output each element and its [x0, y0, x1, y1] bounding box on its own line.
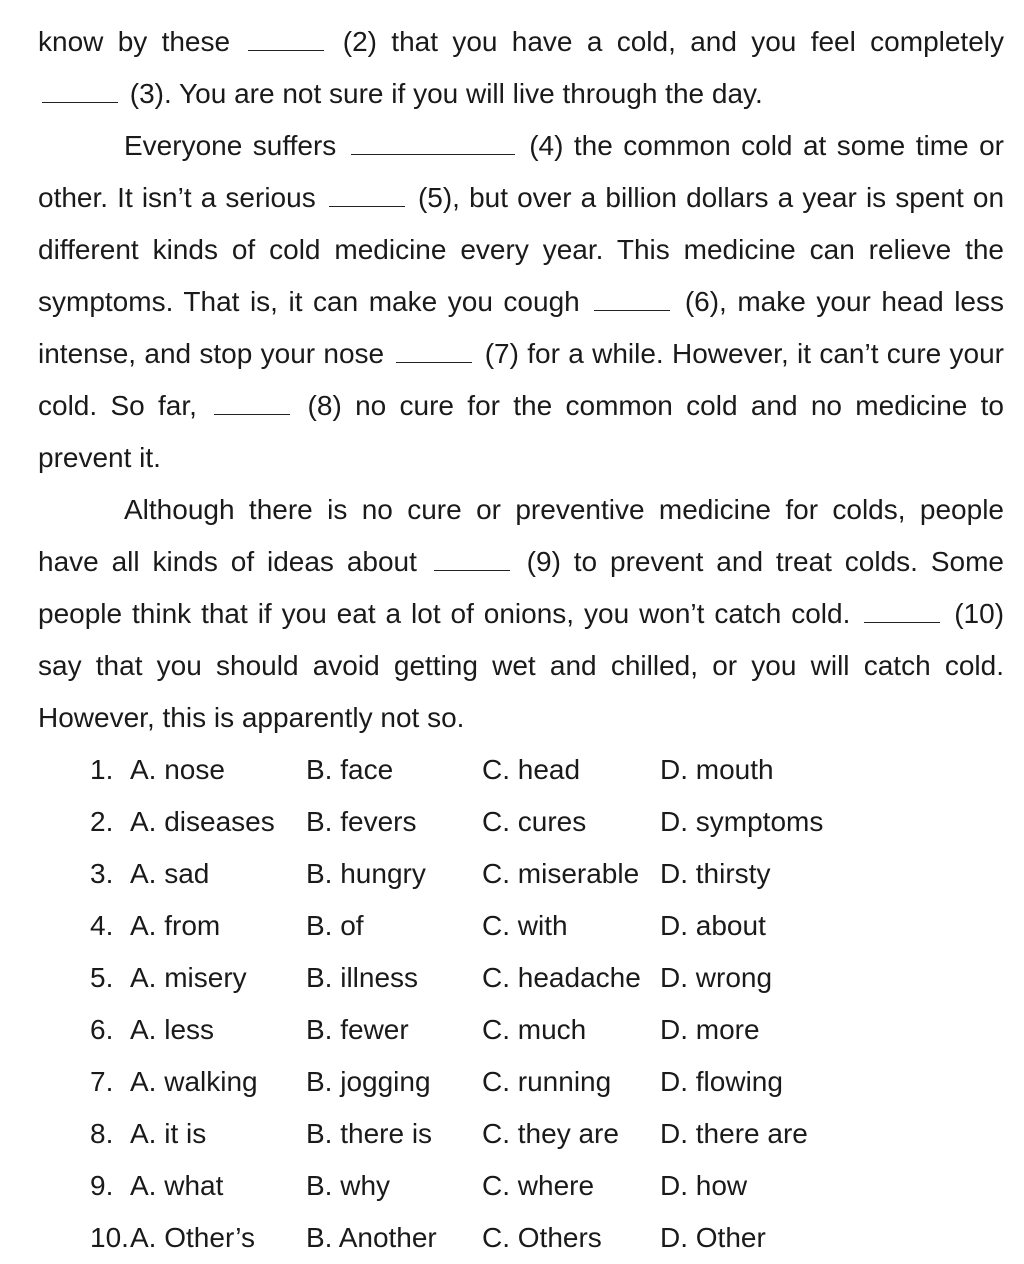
- option-b: B. fevers: [306, 806, 417, 837]
- question-number: 1.: [90, 754, 114, 785]
- passage-text: (8) no cure for the common cold and no medicine to prevent it.: [38, 390, 1005, 473]
- option-b: B. face: [306, 754, 394, 785]
- option-a: A. diseases: [130, 806, 275, 837]
- option-row: [90, 1108, 1004, 1160]
- option-row: [90, 1160, 1004, 1212]
- option-d: D. how: [660, 1170, 748, 1201]
- option-row: [90, 744, 1004, 796]
- option-d: D. flowing: [660, 1066, 783, 1097]
- option-a: A. sad: [130, 858, 210, 889]
- option-b: B. hungry: [306, 858, 426, 889]
- option-b: B. fewer: [306, 1014, 409, 1045]
- option-b: B. jogging: [306, 1066, 431, 1097]
- option-row: [90, 1056, 1004, 1108]
- option-c: C. running: [482, 1066, 612, 1097]
- question-number: 4.: [90, 910, 114, 941]
- option-b: B. there is: [306, 1118, 433, 1149]
- option-row: [90, 848, 1004, 900]
- answer-blank-8: [214, 388, 290, 415]
- option-a: A. it is: [130, 1118, 207, 1149]
- answer-options: [38, 744, 1004, 1264]
- passage-text: (7) for a while. However, it can’t cure your cold. So far,: [38, 338, 1005, 421]
- passage-text: Although there is no cure or preventive medicine for colds, people have all kinds of ideas about: [38, 494, 1004, 577]
- option-d: D. thirsty: [660, 858, 771, 889]
- answer-blank-5: [329, 180, 405, 207]
- option-d: D. Other: [660, 1222, 766, 1253]
- option-b: B. illness: [306, 962, 419, 993]
- answer-blank-10: [864, 596, 940, 623]
- option-d: D. wrong: [660, 962, 773, 993]
- option-c: C. head: [482, 754, 581, 785]
- passage-text: (5), but over a billion dollars a year is spent on different kinds of cold medicine every year. This medicine can relieve the symptoms. That is, it can make you cough: [38, 182, 1005, 317]
- option-a: A. Other’s: [130, 1222, 256, 1253]
- passage-text: (3). You are not sure if you will live through the day.: [129, 78, 763, 109]
- option-a: A. less: [130, 1014, 215, 1045]
- option-d: D. there are: [660, 1118, 808, 1149]
- option-c: C. headache: [482, 962, 641, 993]
- option-row: [90, 796, 1004, 848]
- answer-blank-6: [594, 284, 670, 311]
- option-c: C. Others: [482, 1222, 602, 1253]
- passage-text: (2) that you have a cold, and you feel completely: [342, 26, 1005, 57]
- passage-text: (10) say that you should avoid getting wet and chilled, or you will catch cold. However, this is apparently not so.: [38, 598, 1005, 733]
- answer-blank-4: [351, 128, 515, 155]
- question-number: 10.: [90, 1222, 129, 1253]
- cloze-passage: [38, 0, 1004, 744]
- question-number: 5.: [90, 962, 114, 993]
- option-row: [90, 1004, 1004, 1056]
- answer-blank-9: [434, 544, 510, 571]
- paragraph-1: [38, 16, 1004, 120]
- question-number: 2.: [90, 806, 114, 837]
- option-c: C. with: [482, 910, 568, 941]
- option-a: A. walking: [130, 1066, 258, 1097]
- option-d: D. mouth: [660, 754, 774, 785]
- option-a: A. what: [130, 1170, 224, 1201]
- question-number: 3.: [90, 858, 114, 889]
- option-b: B. why: [306, 1170, 391, 1201]
- passage-text: (9) to prevent and treat colds. Some people think that if you eat a lot of onions, you won’t catch cold.: [38, 546, 1004, 629]
- option-c: C. they are: [482, 1118, 619, 1149]
- answer-blank-2: [248, 24, 324, 51]
- option-d: D. symptoms: [660, 806, 824, 837]
- option-c: C. cures: [482, 806, 587, 837]
- option-b: B. of: [306, 910, 364, 941]
- answer-blank-7: [396, 336, 472, 363]
- question-number: 8.: [90, 1118, 114, 1149]
- question-number: 7.: [90, 1066, 114, 1097]
- option-c: C. where: [482, 1170, 595, 1201]
- option-a: A. from: [130, 910, 221, 941]
- option-d: D. about: [660, 910, 766, 941]
- option-row: [90, 1212, 1004, 1264]
- passage-text: know by these: [38, 26, 231, 57]
- question-number: 9.: [90, 1170, 114, 1201]
- paragraph-3: [38, 484, 1004, 744]
- question-number: 6.: [90, 1014, 114, 1045]
- option-c: C. miserable: [482, 858, 640, 889]
- answer-blank-3: [42, 76, 118, 103]
- passage-text: (4) the common cold at some time or other. It isn’t a serious: [38, 130, 1004, 213]
- option-a: A. misery: [130, 962, 247, 993]
- option-a: A. nose: [130, 754, 225, 785]
- option-b: B. Another: [306, 1222, 437, 1253]
- option-d: D. more: [660, 1014, 760, 1045]
- paragraph-2: [38, 120, 1004, 484]
- option-row: [90, 900, 1004, 952]
- passage-text: Everyone suffers: [124, 130, 337, 161]
- option-c: C. much: [482, 1014, 587, 1045]
- passage-text: (6), make your head less intense, and stop your nose: [38, 286, 1005, 369]
- option-row: [90, 952, 1004, 1004]
